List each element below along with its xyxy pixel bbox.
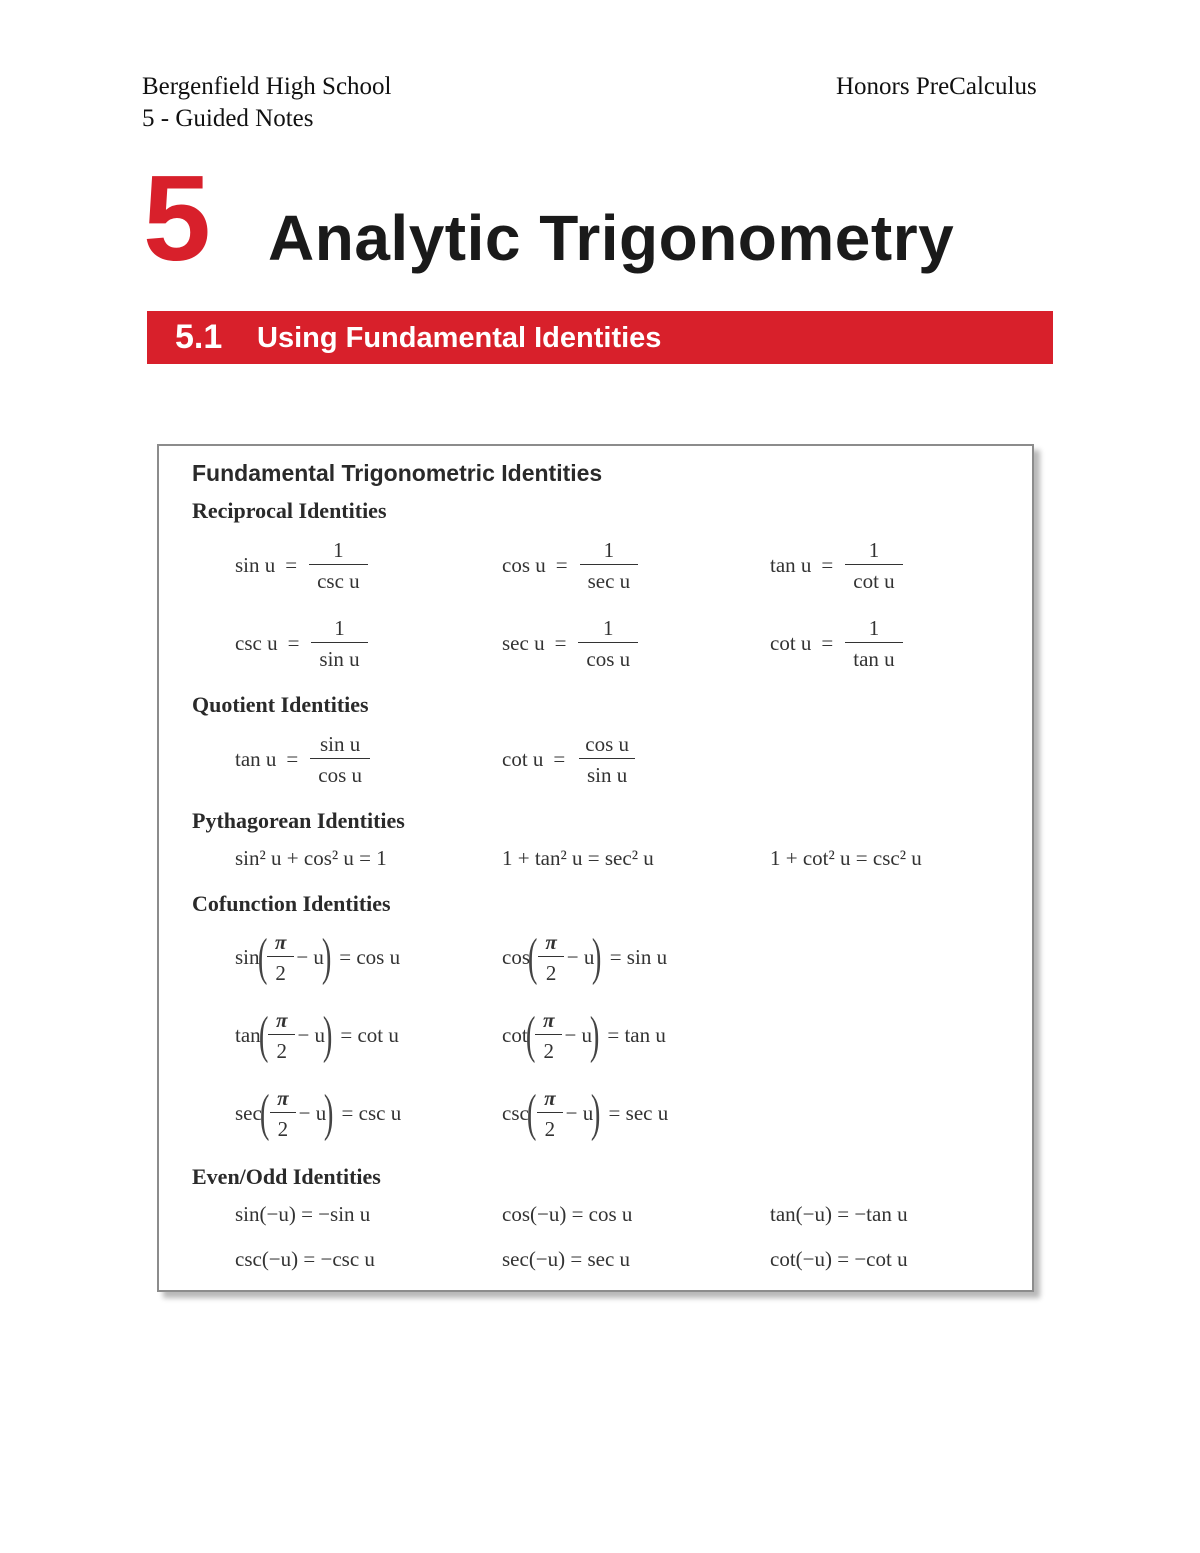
fraction bbox=[580, 538, 639, 593]
reciprocal-heading: Reciprocal Identities bbox=[192, 498, 387, 523]
fraction-denominator: 2 bbox=[267, 956, 294, 985]
function-name: sec bbox=[235, 1101, 262, 1125]
cofunction-heading: Cofunction Identities bbox=[192, 891, 391, 916]
fraction-numerator: 1 bbox=[333, 538, 344, 562]
fraction bbox=[535, 1008, 562, 1063]
fraction bbox=[577, 732, 637, 787]
fraction-numerator: π bbox=[542, 1008, 555, 1032]
identity-evenodd: sin(−u) = −sin u bbox=[235, 1202, 371, 1226]
fraction-numerator: π bbox=[274, 930, 287, 954]
right-paren: ) bbox=[592, 928, 602, 986]
fraction-denominator: sin u bbox=[579, 758, 635, 787]
identity-lhs: cot u bbox=[770, 631, 812, 655]
identity-lhs: cos u bbox=[502, 553, 546, 577]
left-paren: ( bbox=[259, 1084, 270, 1142]
identity-cofunction bbox=[235, 1086, 401, 1141]
minus-u: − u bbox=[297, 1023, 326, 1047]
fraction-denominator: sin u bbox=[311, 642, 367, 671]
identity-relation: = bbox=[555, 553, 568, 577]
right-paren: ) bbox=[321, 928, 332, 986]
fraction-denominator: 2 bbox=[268, 1034, 295, 1063]
identity-reciprocal bbox=[235, 538, 370, 593]
identity-quotient bbox=[235, 732, 372, 787]
minus-u: − u bbox=[564, 1023, 593, 1047]
fraction bbox=[310, 732, 370, 787]
fraction-denominator: 2 bbox=[537, 1112, 564, 1141]
section-title: Using Fundamental Identities bbox=[257, 322, 662, 354]
identity-lhs: tan u bbox=[770, 553, 812, 577]
identity-lhs: sin u bbox=[235, 553, 276, 577]
fraction-denominator: cos u bbox=[310, 758, 370, 787]
function-name: csc bbox=[502, 1101, 529, 1125]
school-name: Bergenfield High School bbox=[142, 73, 392, 100]
notes-label: 5 - Guided Notes bbox=[142, 105, 314, 132]
identity-evenodd: csc(−u) = −csc u bbox=[235, 1247, 375, 1271]
minus-u: − u bbox=[565, 1101, 594, 1125]
identity-relation: = bbox=[821, 553, 834, 577]
function-name: tan bbox=[235, 1023, 261, 1047]
fraction-numerator: 1 bbox=[334, 616, 345, 640]
fraction bbox=[269, 1086, 296, 1141]
fraction-denominator: 2 bbox=[270, 1112, 297, 1141]
fraction-numerator: cos u bbox=[585, 732, 629, 756]
identities-box bbox=[157, 444, 1034, 1292]
identity-evenodd: sec(−u) = sec u bbox=[502, 1247, 631, 1271]
identity-lhs: sec u bbox=[502, 631, 545, 655]
fraction-denominator: 2 bbox=[535, 1034, 562, 1063]
fraction-numerator: π bbox=[545, 930, 557, 954]
identity-cofunction bbox=[235, 930, 400, 985]
fraction bbox=[578, 616, 638, 671]
identity-reciprocal bbox=[235, 616, 370, 671]
identity-evenodd: cos(−u) = cos u bbox=[502, 1202, 633, 1226]
fraction-numerator: 1 bbox=[868, 616, 880, 640]
identity-quotient bbox=[502, 732, 639, 787]
fraction-numerator: 1 bbox=[603, 538, 615, 562]
identity-relation: = bbox=[553, 747, 566, 771]
identity-rhs: = tan u bbox=[607, 1023, 666, 1047]
identity-reciprocal bbox=[502, 538, 640, 593]
fraction bbox=[267, 930, 294, 985]
evenodd-heading: Even/Odd Identities bbox=[192, 1164, 381, 1189]
pythagorean-heading: Pythagorean Identities bbox=[192, 808, 405, 833]
identity-rhs: = cos u bbox=[339, 945, 401, 969]
fraction-numerator: π bbox=[544, 1086, 556, 1110]
fraction bbox=[845, 538, 902, 593]
fraction-denominator: cot u bbox=[845, 564, 902, 593]
function-name: sin bbox=[235, 945, 260, 969]
section-number: 5.1 bbox=[175, 318, 223, 356]
fraction-denominator: tan u bbox=[845, 642, 902, 671]
fraction bbox=[309, 538, 368, 593]
function-name: cos bbox=[502, 945, 530, 969]
fraction-numerator: π bbox=[275, 1008, 288, 1032]
right-paren: ) bbox=[589, 1006, 600, 1064]
quotient-heading: Quotient Identities bbox=[192, 692, 369, 717]
right-paren: ) bbox=[324, 1084, 334, 1142]
fraction-denominator: sec u bbox=[580, 564, 639, 593]
identity-rhs: = csc u bbox=[341, 1101, 402, 1125]
identity-cofunction bbox=[235, 1008, 399, 1063]
left-paren: ( bbox=[258, 1006, 269, 1064]
identity-reciprocal bbox=[770, 538, 905, 593]
left-paren: ( bbox=[526, 1084, 537, 1142]
identity-lhs: csc u bbox=[235, 631, 278, 655]
chapter-title: Analytic Trigonometry bbox=[268, 202, 955, 274]
identity-rhs: = cot u bbox=[340, 1023, 399, 1047]
fraction-numerator: 1 bbox=[868, 538, 880, 562]
identity-evenodd: tan(−u) = −tan u bbox=[770, 1202, 908, 1226]
identity-reciprocal bbox=[502, 616, 640, 671]
left-paren: ( bbox=[525, 1006, 536, 1064]
identity-reciprocal bbox=[770, 616, 905, 671]
identity-relation: = bbox=[554, 631, 567, 655]
section-banner bbox=[147, 311, 1053, 364]
fraction bbox=[536, 1086, 563, 1141]
identity-pythagorean: 1 + tan² u = sec² u bbox=[502, 846, 654, 870]
left-paren: ( bbox=[257, 928, 267, 986]
box-title: Fundamental Trigonometric Identities bbox=[192, 460, 603, 486]
fraction-numerator: 1 bbox=[603, 616, 614, 640]
identity-pythagorean: sin² u + cos² u = 1 bbox=[235, 846, 387, 870]
fraction-denominator: cos u bbox=[578, 642, 638, 671]
course-name: Honors PreCalculus bbox=[836, 73, 1037, 100]
fraction-denominator: csc u bbox=[309, 564, 368, 593]
identity-cofunction bbox=[502, 930, 667, 985]
identity-relation: = bbox=[287, 631, 300, 655]
minus-u: − u bbox=[296, 945, 324, 969]
right-paren: ) bbox=[322, 1006, 333, 1064]
fraction bbox=[845, 616, 902, 671]
fraction bbox=[268, 1008, 295, 1063]
right-paren: ) bbox=[591, 1084, 601, 1142]
function-name: cot bbox=[502, 1023, 528, 1047]
fraction-denominator: 2 bbox=[538, 956, 565, 985]
identity-cofunction bbox=[502, 1086, 668, 1141]
identity-relation: = bbox=[821, 631, 834, 655]
identity-cofunction bbox=[502, 1008, 666, 1063]
fraction bbox=[537, 930, 564, 985]
identity-lhs: tan u bbox=[235, 747, 277, 771]
fraction-numerator: π bbox=[277, 1086, 289, 1110]
identity-rhs: = sec u bbox=[608, 1101, 669, 1125]
chapter-number: 5 bbox=[143, 150, 209, 286]
identity-relation: = bbox=[286, 747, 299, 771]
left-paren: ( bbox=[527, 928, 538, 986]
fraction-numerator: sin u bbox=[319, 732, 361, 756]
identity-rhs: = sin u bbox=[609, 945, 668, 969]
identity-evenodd: cot(−u) = −cot u bbox=[770, 1247, 908, 1271]
identity-relation: = bbox=[285, 553, 298, 577]
identity-lhs: cot u bbox=[502, 747, 544, 771]
identity-pythagorean: 1 + cot² u = csc² u bbox=[770, 846, 922, 870]
minus-u: − u bbox=[298, 1101, 327, 1125]
fraction bbox=[311, 616, 367, 671]
minus-u: − u bbox=[566, 945, 595, 969]
